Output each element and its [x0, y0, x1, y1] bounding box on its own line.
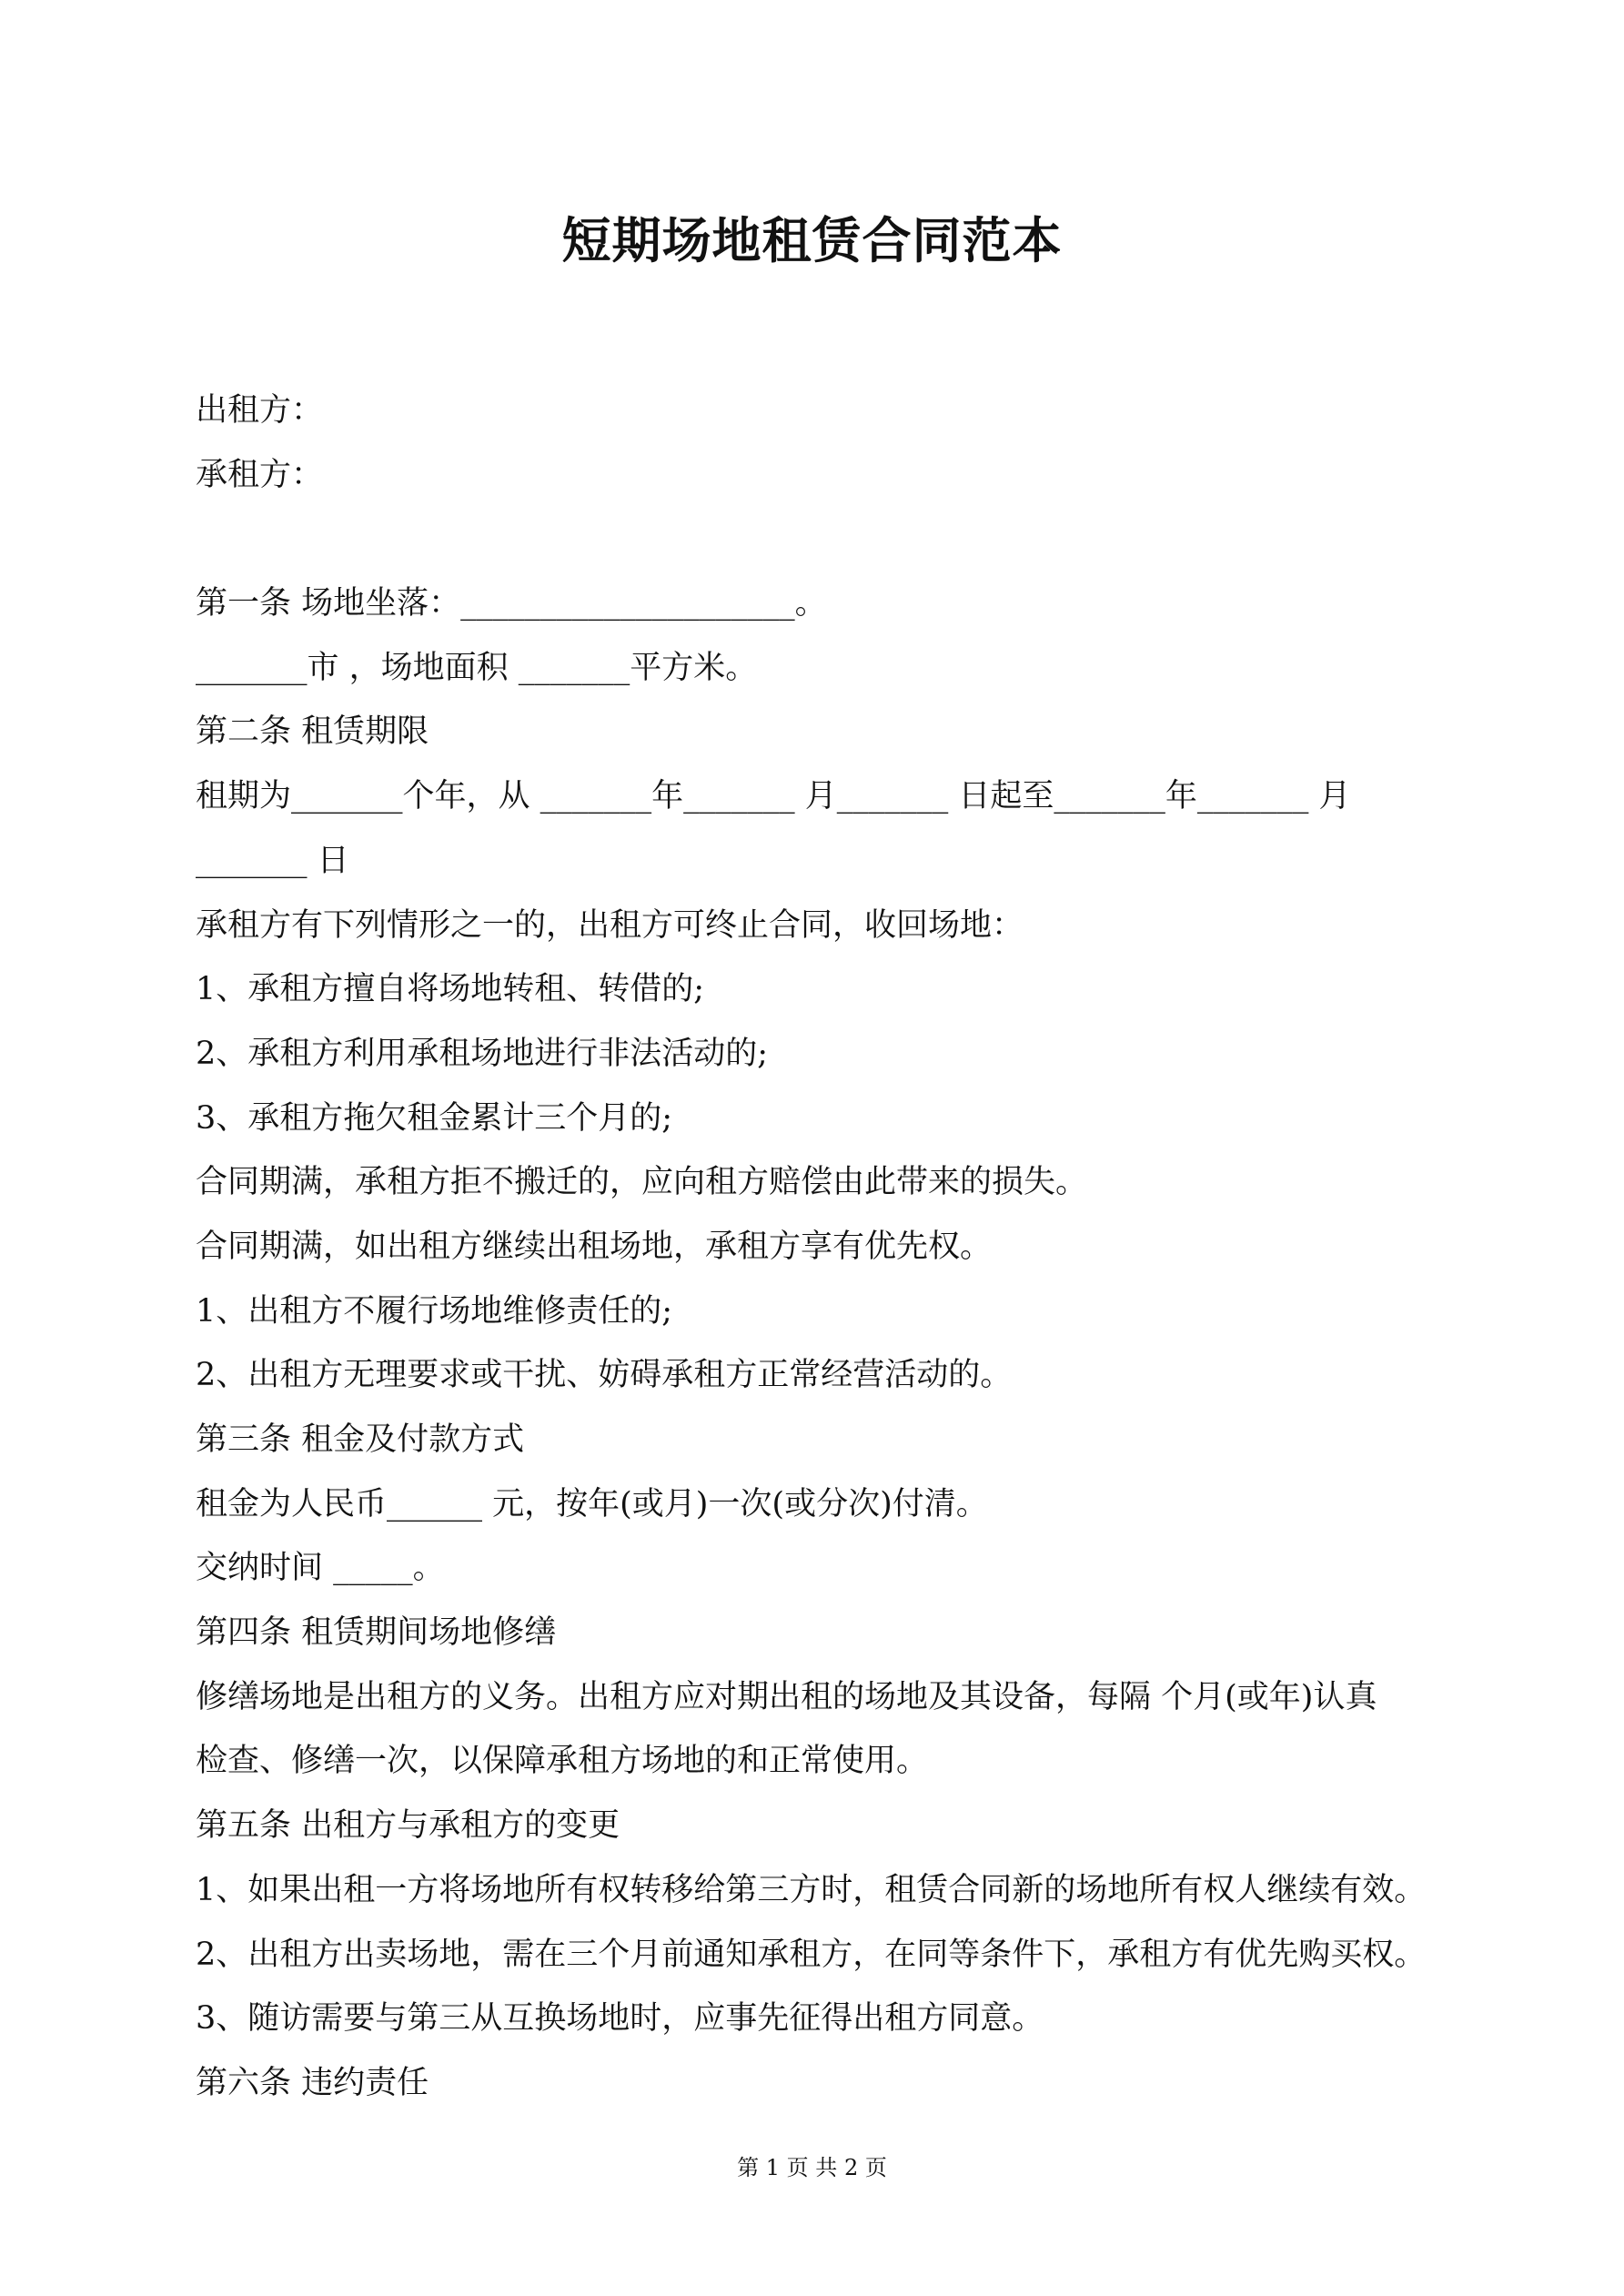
contract-line: 第六条 违约责任	[196, 2064, 429, 2101]
contract-line: 第一条 场地坐落：_____________________。	[196, 585, 827, 622]
contract-line: 1、承租方擅自将场地转租、转借的;	[196, 971, 705, 1008]
contract-line: 合同期满，承租方拒不搬迁的，应向租方赔偿由此带来的损失。	[196, 1164, 1088, 1201]
contract-line: 修缮场地是出租方的义务。出租方应对期出租的场地及其设备，每隔 个月(或年)认真	[196, 1678, 1377, 1715]
contract-line: 2、承租方利用承租场地进行非法活动的;	[196, 1035, 769, 1072]
document-body	[196, 379, 1447, 2116]
contract-line: 2、出租方出卖场地，需在三个月前通知承租方，在同等条件下，承租方有优先购买权。	[196, 1936, 1427, 1973]
contract-line: 交纳时间 _____。	[196, 1550, 445, 1587]
page-footer: 第 1 页 共 2 页	[737, 2155, 887, 2180]
contract-line: _______市 ，场地面积 _______平方米。	[196, 649, 758, 686]
contract-line: 第五条 出租方与承租方的变更	[196, 1807, 620, 1845]
contract-line: 承租方有下列情形之一的，出租方可终止合同，收回场地：	[196, 906, 1024, 944]
spacer	[196, 507, 1447, 571]
contract-line: 1、如果出租一方将场地所有权转移给第三方时，租赁合同新的场地所有权人继续有效。	[196, 1871, 1427, 1908]
document-title: 短期场地租赁合同范本	[561, 211, 1063, 269]
contract-line: 租期为_______个年，从 _______年_______ 月_______ 日起至_______年_______ 月	[196, 778, 1351, 815]
lessor-label: 出租方：	[196, 392, 324, 429]
contract-line: 租金为人民币______ 元，按年(或月)一次(或分次)付清。	[196, 1485, 988, 1522]
lessee-label: 承租方：	[196, 456, 324, 493]
contract-line: 3、承租方拖欠租金累计三个月的;	[196, 1099, 673, 1137]
contract-line: 2、出租方无理要求或干扰、妨碍承租方正常经营活动的。	[196, 1357, 1013, 1394]
contract-line: 检查、修缮一次，以保障承租方场地的和正常使用。	[196, 1743, 929, 1780]
contract-line: 第二条 租赁期限	[196, 713, 429, 751]
contract-line: 第三条 租金及付款方式	[196, 1421, 525, 1458]
contract-line: 合同期满，如出租方继续出租场地，承租方享有优先权。	[196, 1228, 993, 1265]
contract-line: 3、随访需要与第三从互换场地时，应事先征得出租方同意。	[196, 2000, 1044, 2038]
contract-line: 1、出租方不履行场地维修责任的;	[196, 1292, 673, 1330]
contract-line: 第四条 租赁期间场地修缮	[196, 1614, 557, 1652]
contract-line: _______ 日	[196, 842, 349, 879]
